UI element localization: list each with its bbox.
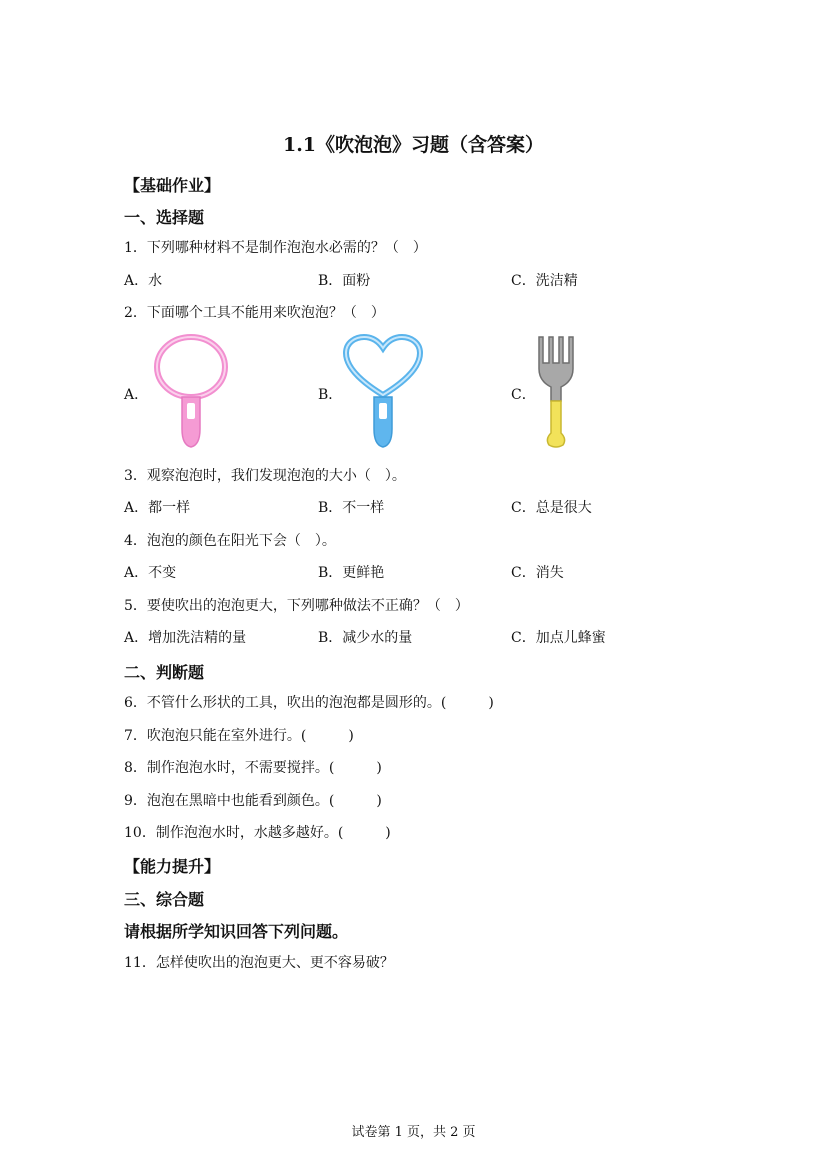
q5-option-b: B．减少水的量 — [318, 630, 413, 646]
section-instruction: 请根据所学知识回答下列问题。 — [124, 922, 349, 941]
question-9: 9．泡泡在黑暗中也能看到颜色。( ) — [124, 793, 382, 809]
q3-option-c: C．总是很大 — [511, 500, 592, 516]
section-judge: 二、判断题 — [124, 663, 205, 682]
question-2: 2．下面哪个工具不能用来吹泡泡？（ ） — [124, 305, 385, 321]
question-4: 4．泡泡的颜色在阳光下会（ ）。 — [124, 533, 336, 549]
question-3: 3．观察泡泡时，我们发现泡泡的大小（ ）。 — [124, 468, 406, 484]
fork-icon — [533, 333, 581, 451]
section-comprehensive: 三、综合题 — [124, 890, 205, 909]
section-choice: 一、选择题 — [124, 208, 205, 227]
question-11: 11．怎样使吹出的泡泡更大、更不容易破？ — [124, 955, 394, 971]
q5-option-c: C．加点儿蜂蜜 — [511, 630, 606, 646]
q1-option-c: C．洗洁精 — [511, 273, 578, 289]
section-basic: 【基础作业】 — [124, 176, 221, 195]
question-5: 5．要使吹出的泡泡更大，下列哪种做法不正确？（ ） — [124, 598, 469, 614]
question-1: 1．下列哪种材料不是制作泡泡水必需的？（ ） — [124, 240, 427, 256]
q4-option-b: B．更鲜艳 — [318, 565, 385, 581]
page-title: 1.1《吹泡泡》习题（含答案） — [282, 134, 545, 156]
question-6: 6．不管什么形状的工具，吹出的泡泡都是圆形的。( ) — [124, 695, 494, 711]
section-advance: 【能力提升】 — [124, 857, 221, 876]
pink-round-bubble-wand-icon — [150, 333, 232, 451]
q3-option-a: A．都一样 — [124, 500, 191, 516]
q2-option-c: C． — [511, 387, 536, 403]
question-10: 10．制作泡泡水时，水越多越好。( ) — [124, 825, 391, 841]
blue-heart-bubble-wand-icon — [340, 333, 426, 451]
q1-option-a: A．水 — [124, 273, 163, 289]
question-8: 8．制作泡泡水时，不需要搅拌。( ) — [124, 760, 382, 776]
q2-option-a: A． — [124, 387, 149, 403]
q4-option-c: C．消失 — [511, 565, 564, 581]
q3-option-b: B．不一样 — [318, 500, 385, 516]
question-7: 7．吹泡泡只能在室外进行。( ) — [124, 728, 354, 744]
page-footer: 试卷第 1 页，共 2 页 — [351, 1125, 476, 1140]
q1-option-b: B．面粉 — [318, 273, 371, 289]
q2-option-b: B． — [318, 387, 343, 403]
q5-option-a: A．增加洗洁精的量 — [124, 630, 247, 646]
q4-option-a: A．不变 — [124, 565, 177, 581]
